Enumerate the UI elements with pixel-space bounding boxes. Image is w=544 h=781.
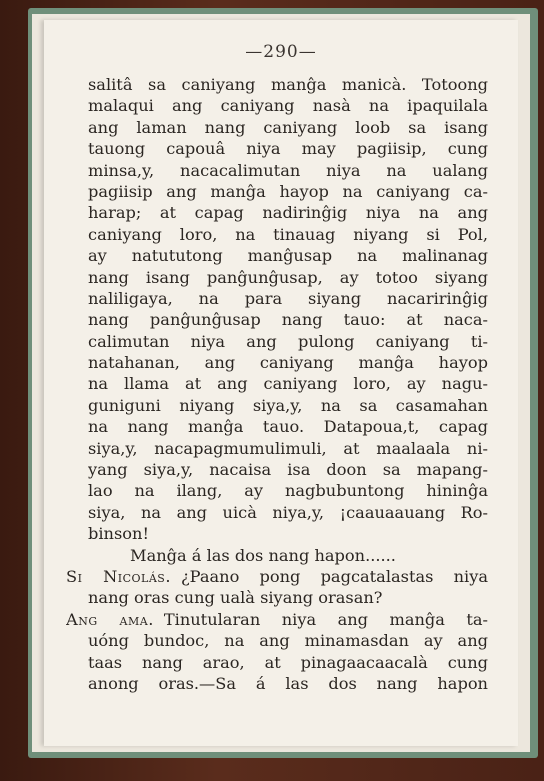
text-line: siya,y, nacapagmumulimuli, at maalaala ni- [88,438,488,458]
book-page [44,20,518,746]
dialogue-continuation: uóng bundoc, na ang minamasdan ay ang [88,631,488,651]
text-line: nang panĝunĝusap nang tauo: at naca- [88,310,488,330]
speaker-name: Ang ama. [66,609,154,629]
text-line: naliligaya, na para siyang nacaririnĝig [88,288,488,308]
text-line: yang siya,y, nacaisa isa doon sa mapang- [88,460,488,480]
text-line: natahanan, ang caniyang manĝa hayop [88,353,488,373]
text-line: caniyang loro, na tinauag niyang si Pol, [88,224,488,244]
dialogue-continuation: anong oras.—Sa á las dos nang hapon [88,673,488,693]
text-line: nang isang panĝunĝusap, ay totoo siyang [88,267,488,287]
page-text [66,74,488,694]
text-line: guniguni niyang siya,y, na sa casamahan [88,395,488,415]
page-number: —290— [245,42,317,62]
speaker-name: Si Nicolás. [66,566,171,586]
text-line: siya, na ang uicà niya,y, ¡caauaauang Ro- [88,502,488,522]
time-heading: Manĝa á las dos nang hapon...... [130,545,396,565]
dialogue-continuation: nang oras cung ualà siyang orasan? [88,588,383,608]
text-line: lao na ilang, ay nagbubuntong hininĝa [88,481,488,501]
text-line: pagiisip ang manĝa hayop na caniyang ca- [88,181,488,201]
text-line: harap; at capag nadirinĝig niya na ang [88,203,488,223]
text-line: malaqui ang caniyang nasà na ipaquilala [88,96,488,116]
dialogue-text: Tinutularan niya ang manĝa ta- [163,609,488,629]
text-line: na llama at ang caniyang loro, ay nagu- [88,374,488,394]
dialogue-continuation: taas nang arao, at pinagaacaacalà cung [88,652,488,672]
text-line: minsa,y, nacacalimutan niya na ualang [88,160,488,180]
dialogue-line [66,566,488,587]
text-line: binson! [88,524,149,544]
text-line: ay natututong manĝusap na malinanag [88,246,488,266]
dialogue-line [66,609,488,630]
text-line: tauong capouâ niya may pagiisip, cung [88,139,488,159]
text-line: calimutan niya ang pulong caniyang ti- [88,331,488,351]
dialogue-text: ¿Paano pong pagcatalastas niya [181,566,488,586]
text-line: ang laman nang caniyang loob sa isang [88,117,488,137]
text-line: salitâ sa caniyang manĝa manicà. Totoong [88,75,488,94]
text-line: na nang manĝa tauo. Datapoua,t, capag [88,417,488,437]
